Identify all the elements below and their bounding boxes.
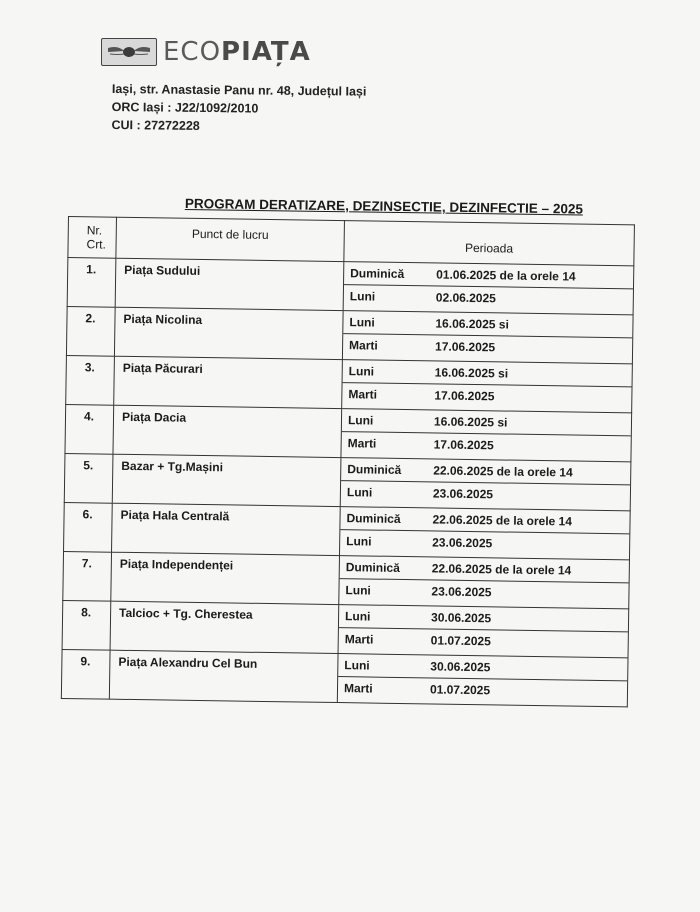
company-details [111, 80, 366, 137]
table-row [64, 453, 631, 510]
period-line-2 [338, 677, 627, 703]
period-day-2: Luni [346, 534, 372, 549]
period-day-2: Marti [343, 681, 373, 696]
period-day-2: Marti [347, 436, 377, 451]
period-date-1: 22.06.2025 de la orele 14 [431, 561, 572, 578]
period-date-1: 01.06.2025 de la orele 14 [436, 267, 576, 284]
row-period [339, 507, 630, 560]
row-location: Piața Sudului [115, 258, 344, 310]
row-location: Piața Independenței [111, 552, 340, 604]
table-row [61, 649, 628, 706]
table-row [62, 600, 629, 657]
row-location: Piața Alexandru Cel Bun [109, 650, 338, 702]
row-location: Piața Dacia [113, 405, 342, 457]
table-row [65, 404, 632, 461]
period-day-1: Luni [347, 413, 374, 428]
period-date-2: 17.06.2025 [434, 388, 495, 404]
header-punct-de-lucru: Punct de lucru [116, 217, 345, 261]
row-number: 9. [61, 649, 110, 699]
row-location: Talcioc + Tg. Cherestea [110, 601, 339, 653]
row-number: 3. [66, 355, 115, 405]
period-day-1: Luni [348, 364, 375, 379]
row-number: 8. [62, 600, 111, 650]
period-date-2: 01.07.2025 [430, 633, 491, 649]
period-date-2: 23.06.2025 [432, 535, 493, 551]
period-day-1: Luni [344, 658, 370, 673]
period-line-2 [342, 383, 631, 409]
company-logo [101, 32, 323, 72]
period-day-2: Luni [346, 485, 373, 500]
period-line-2 [340, 530, 629, 556]
period-day-2: Luni [349, 289, 376, 304]
table-row [63, 551, 630, 608]
row-number: 6. [64, 502, 113, 552]
logo-text-eco: ECO [163, 37, 222, 67]
period-date-2: 23.06.2025 [431, 584, 492, 600]
row-period [343, 262, 634, 315]
header-nr: Nr. [86, 223, 103, 238]
period-date-1: 16.06.2025 si [435, 316, 509, 332]
row-location: Piața Nicolina [114, 307, 343, 359]
period-date-2: 01.07.2025 [429, 682, 491, 698]
period-date-1: 30.06.2025 [430, 659, 491, 675]
row-period [339, 556, 630, 609]
period-date-1: 16.06.2025 si [434, 365, 509, 381]
period-date-1: 16.06.2025 si [433, 414, 508, 430]
period-line-2 [339, 628, 628, 654]
period-day-1: Duminică [347, 462, 402, 477]
row-location: Piața Păcurari [114, 356, 343, 408]
table-row [66, 355, 633, 412]
document-title: PROGRAM DERATIZARE, DEZINSECTIE, DEZINFECTIE – 2025 [184, 196, 584, 217]
row-number: 1. [67, 258, 116, 308]
period-date-2: 23.06.2025 [432, 486, 494, 502]
schedule-table-container [61, 216, 634, 707]
period-line-2 [341, 432, 630, 458]
company-cui: CUI : 27272228 [111, 117, 200, 133]
period-day-2: Luni [345, 583, 371, 598]
row-period [342, 360, 633, 413]
period-day-2: Marti [348, 387, 378, 402]
company-address: Iași, str. Anastasie Panu nr. 48, Județul Iași [111, 81, 367, 99]
period-day-1: Duminică [350, 266, 405, 281]
logo-text-piata: PIAȚA [221, 37, 311, 67]
row-location: Bazar + Tg.Mașini [112, 454, 341, 506]
period-day-1: Luni [349, 315, 375, 330]
header-nr-crt [68, 217, 117, 259]
schedule-table [61, 216, 635, 707]
header-perioada: Perioada [344, 221, 635, 266]
period-date-1: 22.06.2025 de la orele 14 [433, 463, 573, 480]
row-period [337, 654, 628, 707]
table-row [64, 502, 631, 559]
row-number: 7. [63, 551, 112, 601]
table-row [67, 258, 634, 315]
period-day-1: Duminică [345, 560, 400, 575]
period-day-2: Marti [344, 632, 374, 647]
period-line-2 [344, 285, 633, 311]
company-orc: ORC Iași : J22/1092/2010 [111, 99, 259, 116]
row-number: 4. [65, 404, 114, 454]
header-crt: Crt. [86, 237, 107, 252]
period-day-2: Marti [349, 338, 378, 353]
table-row [66, 306, 633, 363]
row-period [342, 311, 633, 364]
period-date-2: 02.06.2025 [435, 290, 496, 306]
row-period [338, 605, 629, 658]
period-date-2: 17.06.2025 [433, 437, 494, 453]
period-line-2 [341, 481, 630, 507]
row-location: Piața Hala Centrală [112, 503, 341, 555]
period-date-1: 22.06.2025 de la orele 14 [432, 512, 573, 529]
period-line-2 [343, 334, 632, 360]
period-date-2: 17.06.2025 [435, 339, 496, 355]
period-date-1: 30.06.2025 [430, 610, 492, 626]
row-period [341, 409, 632, 462]
row-number: 2. [66, 306, 115, 356]
period-day-1: Duminică [346, 511, 401, 526]
period-line-2 [339, 579, 628, 605]
row-number: 5. [64, 453, 113, 503]
wing-logo-icon [101, 38, 157, 66]
row-period [340, 458, 631, 511]
period-day-1: Luni [344, 609, 371, 624]
logo-wordmark [163, 39, 311, 65]
